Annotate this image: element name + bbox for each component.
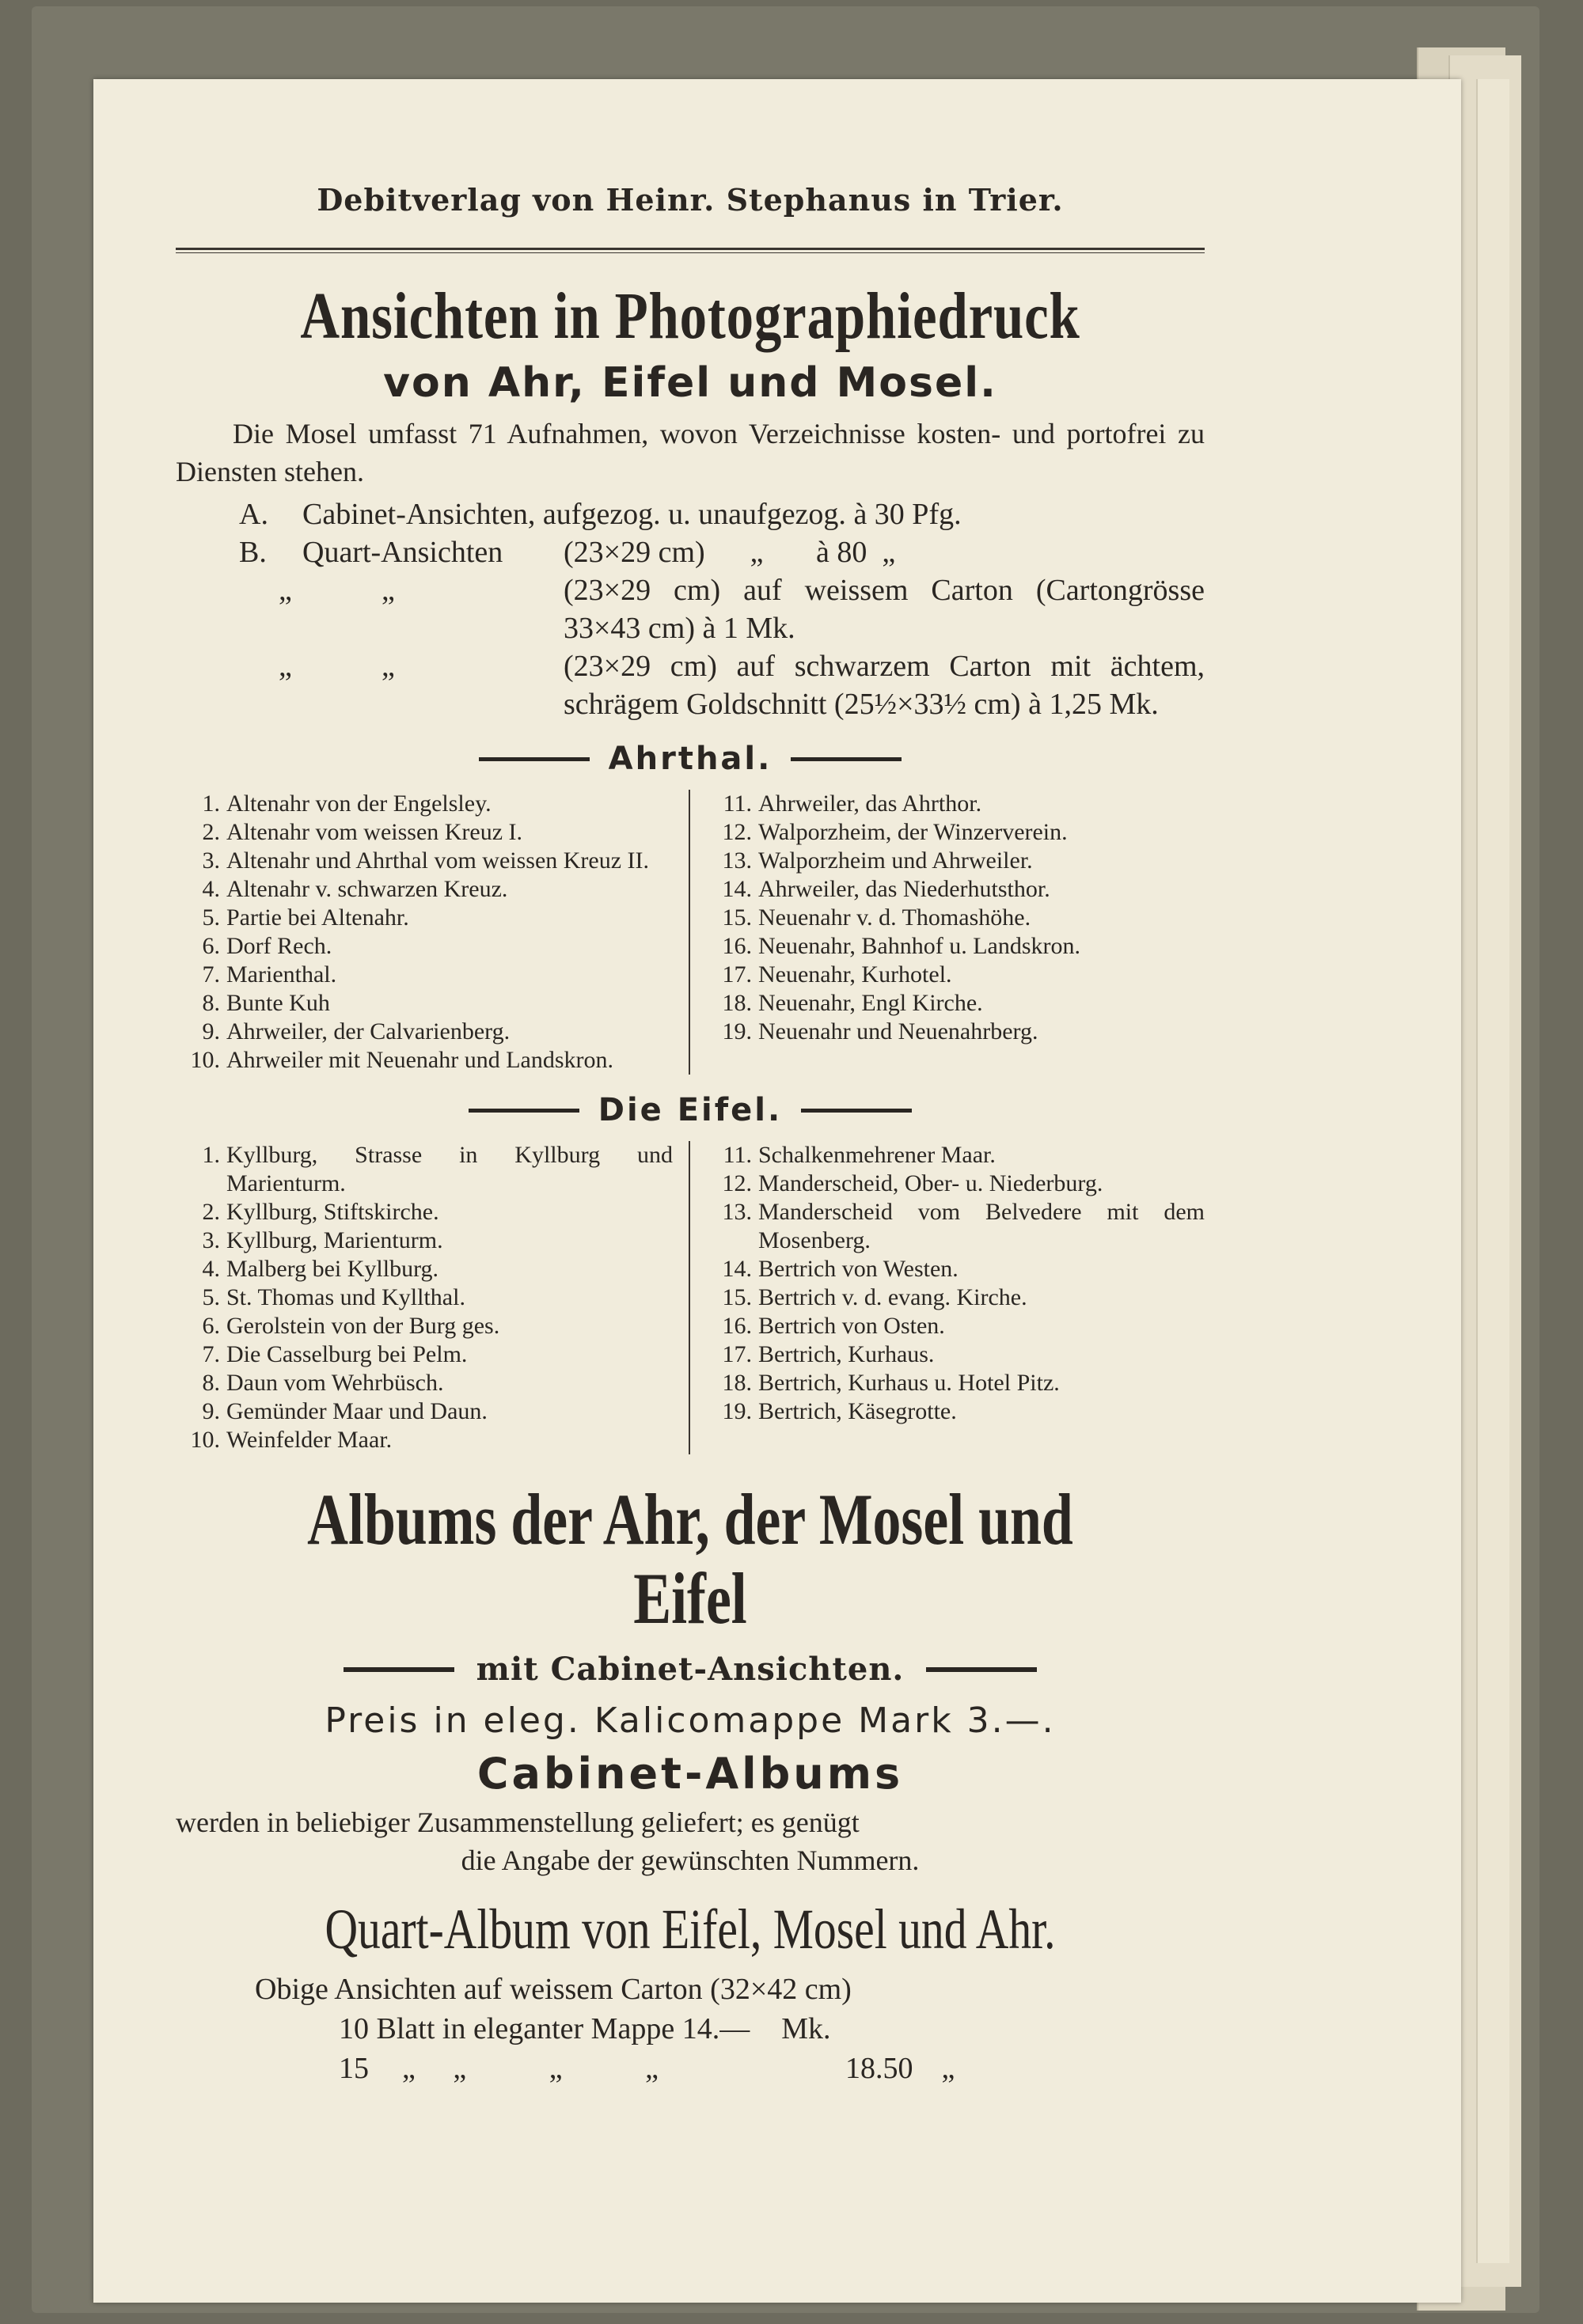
item-text: Kyllburg, Strasse in Kyllburg und Marienturm. <box>226 1142 673 1196</box>
item-text: Neuenahr, Bahnhof u. Landskron. <box>758 933 1081 959</box>
list-column-left <box>176 790 690 1075</box>
list-item <box>708 989 1205 1018</box>
with-cabinet-text: mit Cabinet-Ansichten. <box>476 1651 905 1688</box>
item-number: 7. <box>202 1341 220 1367</box>
list-item <box>176 1283 673 1312</box>
list-item <box>708 1198 1205 1255</box>
item-number: 2. <box>202 819 220 845</box>
item-number: 13. <box>722 847 752 874</box>
item-text: Ahrweiler, das Ahrthor. <box>758 790 982 817</box>
item-number: 18. <box>722 1370 752 1396</box>
item-number: 11. <box>723 790 752 817</box>
divider <box>176 248 1205 253</box>
list-item <box>176 1046 673 1075</box>
list-item <box>708 1255 1205 1283</box>
item-number: 16. <box>722 1313 752 1339</box>
item-number: 14. <box>722 1256 752 1282</box>
list-item <box>176 1426 673 1454</box>
quart-text: 10 Blatt in eleganter Mappe 14.— <box>339 2012 750 2045</box>
album-price: Preis in eleg. Kalicomappe Mark 3.—. <box>325 1700 1056 1741</box>
publisher-line: Debitverlag von Heinr. Stephanus in Trier. <box>317 182 1064 218</box>
price-value: (23×29 cm) auf weissem Carton (Cartongrösse 33×43 cm) à 1 Mk. <box>564 574 1205 645</box>
item-number: 9. <box>202 1018 220 1044</box>
item-text: Neuenahr, Engl Kirche. <box>758 990 983 1016</box>
list-item <box>708 1397 1205 1426</box>
list-item <box>176 847 673 875</box>
item-number: 5. <box>202 1284 220 1310</box>
page-title: Ansichten in Photographiedruck <box>300 279 1080 353</box>
quart-line: Obige Ansichten auf weissem Carton (32×42 cm) <box>255 1973 852 2006</box>
list-item <box>176 1198 673 1226</box>
list-item <box>176 1141 673 1198</box>
divider <box>926 1667 1037 1672</box>
list-item <box>176 790 673 818</box>
item-number: 7. <box>202 961 220 988</box>
item-text: Bertrich von Osten. <box>758 1313 945 1339</box>
list-item <box>176 875 673 904</box>
list-item <box>176 818 673 847</box>
price-value: (23×29 cm) auf schwarzem Carton mit ächtem, schrägem Goldschnitt (25½×33½ cm) à 1,25 Mk. <box>564 650 1205 721</box>
item-text: Weinfelder Maar. <box>226 1427 393 1453</box>
price-value <box>302 495 1205 533</box>
list-item <box>708 1312 1205 1340</box>
item-text: Malberg bei Kyllburg. <box>226 1256 439 1282</box>
item-text: Altenahr v. schwarzen Kreuz. <box>226 876 508 902</box>
price-value: (23×29 cm) „ à 80 „ <box>564 536 896 569</box>
list-item <box>708 1369 1205 1397</box>
item-number: 17. <box>722 1341 752 1367</box>
list-item <box>176 1340 673 1369</box>
list-item <box>708 790 1205 818</box>
section-heading-eifel <box>176 1092 1205 1128</box>
list-item <box>708 1018 1205 1046</box>
item-number: 19. <box>722 1398 752 1424</box>
price-row <box>176 571 1205 647</box>
item-text: Ahrweiler, der Calvarienberg. <box>226 1018 511 1044</box>
item-number: 10. <box>190 1047 220 1073</box>
quart-price: 18.50 <box>845 2052 913 2085</box>
list-item <box>176 1226 673 1255</box>
list-item <box>176 1255 673 1283</box>
list-item <box>708 932 1205 961</box>
list-item <box>176 961 673 989</box>
price-key: „ <box>279 650 292 683</box>
item-text: Ahrweiler, das Niederhutsthor. <box>758 876 1050 902</box>
list-item <box>176 904 673 932</box>
divider <box>479 757 590 761</box>
quart-line <box>176 2009 1205 2049</box>
price-amount: à 30 Pfg. <box>853 498 962 531</box>
divider <box>791 757 902 761</box>
price-key: A. <box>239 498 268 531</box>
item-number: 6. <box>202 933 220 959</box>
section-title: Ahrthal. <box>608 741 773 777</box>
item-number: 2. <box>202 1199 220 1225</box>
price-label: „ <box>382 574 395 607</box>
with-cabinet-heading <box>176 1651 1205 1688</box>
quart-number: 15 <box>339 2052 369 2085</box>
item-text: Bertrich, Käsegrotte. <box>758 1398 957 1424</box>
price-key: B. <box>239 536 267 569</box>
item-number: 6. <box>202 1313 220 1339</box>
intro-text: Die Mosel umfasst 71 Aufnahmen, wovon Verzeichnisse kosten- und portofrei zu Diensten stehen. <box>176 418 1205 487</box>
item-number: 18. <box>722 990 752 1016</box>
list-item <box>176 1369 673 1397</box>
item-number: 14. <box>722 876 752 902</box>
item-text: Gemünder Maar und Daun. <box>226 1398 488 1424</box>
item-text: Altenahr vom weissen Kreuz I. <box>226 819 523 845</box>
list-item <box>176 1312 673 1340</box>
eifel-list <box>176 1141 1205 1454</box>
list-item <box>708 818 1205 847</box>
item-number: 15. <box>722 904 752 931</box>
price-label: Quart-Ansichten <box>302 536 503 569</box>
section-heading-ahrthal <box>176 741 1205 777</box>
item-number: 12. <box>722 819 752 845</box>
item-number: 10. <box>190 1427 220 1453</box>
item-number: 3. <box>202 1227 220 1253</box>
item-text: Neuenahr und Neuenahrberg. <box>758 1018 1038 1044</box>
list-column-right <box>690 1141 1205 1454</box>
divider <box>344 1667 454 1672</box>
list-item <box>708 961 1205 989</box>
list-item <box>176 989 673 1018</box>
divider <box>801 1109 912 1113</box>
cabinet-text-line: die Angabe der gewünschten Nummern. <box>461 1844 920 1876</box>
item-text: Neuenahr v. d. Thomashöhe. <box>758 904 1031 931</box>
item-number: 16. <box>722 933 752 959</box>
item-text: Partie bei Altenahr. <box>226 904 409 931</box>
item-text: Gerolstein von der Burg ges. <box>226 1313 500 1339</box>
item-text: Ahrweiler mit Neuenahr und Landskron. <box>226 1047 614 1073</box>
list-item <box>708 1170 1205 1198</box>
item-number: 12. <box>722 1170 752 1196</box>
quart-album-title: Quart-Album von Eifel, Mosel und Ahr. <box>325 1897 1056 1961</box>
price-label: Cabinet-Ansichten, aufgezog. u. unaufgezog. <box>302 498 846 531</box>
item-number: 4. <box>202 876 220 902</box>
item-number: 1. <box>202 790 220 817</box>
list-item <box>708 875 1205 904</box>
cabinet-albums-text <box>176 1803 1205 1879</box>
quart-unit: Mk. <box>781 2012 831 2045</box>
item-text: Bertrich von Westen. <box>758 1256 959 1282</box>
item-text: Marienthal. <box>226 961 337 988</box>
list-item <box>708 904 1205 932</box>
item-number: 4. <box>202 1256 220 1282</box>
price-row <box>176 647 1205 723</box>
price-label: „ <box>382 650 395 683</box>
item-number: 15. <box>722 1284 752 1310</box>
item-text: Manderscheid, Ober- u. Niederburg. <box>758 1170 1103 1196</box>
item-text: Daun vom Wehrbüsch. <box>226 1370 444 1396</box>
page-content <box>176 182 1205 2088</box>
ditto-marks: „ <box>941 2052 955 2085</box>
item-text: Kyllburg, Stiftskirche. <box>226 1199 439 1225</box>
price-row <box>176 533 1205 571</box>
item-text: Altenahr und Ahrthal vom weissen Kreuz II. <box>226 847 650 874</box>
item-text: Kyllburg, Marienturm. <box>226 1227 443 1253</box>
list-item <box>708 1141 1205 1170</box>
list-column-right <box>690 790 1205 1075</box>
albums-title: Albums der Ahr, der Mosel und Eifel <box>307 1479 1073 1639</box>
item-text: Manderscheid vom Belvedere mit dem Mosenberg. <box>758 1199 1205 1253</box>
item-number: 8. <box>202 1370 220 1396</box>
item-text: Dorf Rech. <box>226 933 332 959</box>
list-item <box>708 1340 1205 1369</box>
item-number: 9. <box>202 1398 220 1424</box>
price-key: „ <box>279 574 292 607</box>
list-item <box>708 847 1205 875</box>
item-text: Schalkenmehrener Maar. <box>758 1142 996 1168</box>
item-text: Walporzheim und Ahrweiler. <box>758 847 1033 874</box>
item-number: 13. <box>722 1199 752 1225</box>
item-number: 17. <box>722 961 752 988</box>
item-number: 8. <box>202 990 220 1016</box>
list-item <box>708 1283 1205 1312</box>
item-number: 3. <box>202 847 220 874</box>
list-column-left <box>176 1141 690 1454</box>
quart-line <box>176 2049 1205 2088</box>
price-row <box>176 495 1205 533</box>
item-text: Bertrich v. d. evang. Kirche. <box>758 1284 1027 1310</box>
item-text: Die Casselburg bei Pelm. <box>226 1341 468 1367</box>
item-text: Neuenahr, Kurhotel. <box>758 961 952 988</box>
intro-paragraph <box>176 415 1205 491</box>
price-list <box>176 495 1205 723</box>
item-number: 11. <box>723 1142 752 1168</box>
item-text: Walporzheim, der Winzerverein. <box>758 819 1068 845</box>
divider <box>469 1109 579 1113</box>
ahrthal-list <box>176 790 1205 1075</box>
item-text: Bunte Kuh <box>226 990 330 1016</box>
item-number: 5. <box>202 904 220 931</box>
list-item <box>176 1018 673 1046</box>
item-text: St. Thomas und Kyllthal. <box>226 1284 465 1310</box>
ditto-marks: „ „ „ „ <box>402 2052 659 2085</box>
cabinet-text-line: werden in beliebiger Zusammenstellung geliefert; es genügt <box>176 1807 860 1838</box>
section-title: Die Eifel. <box>598 1092 783 1128</box>
item-number: 19. <box>722 1018 752 1044</box>
item-text: Bertrich, Kurhaus u. Hotel Pitz. <box>758 1370 1060 1396</box>
list-item <box>176 932 673 961</box>
item-text: Altenahr von der Engelsley. <box>226 790 492 817</box>
list-item <box>176 1397 673 1426</box>
page-edges <box>1476 79 1509 2263</box>
item-text: Bertrich, Kurhaus. <box>758 1341 935 1367</box>
item-number: 1. <box>202 1142 220 1168</box>
page-subtitle: von Ahr, Eifel und Mosel. <box>383 359 997 407</box>
cabinet-albums-title: Cabinet-Albums <box>476 1749 904 1799</box>
